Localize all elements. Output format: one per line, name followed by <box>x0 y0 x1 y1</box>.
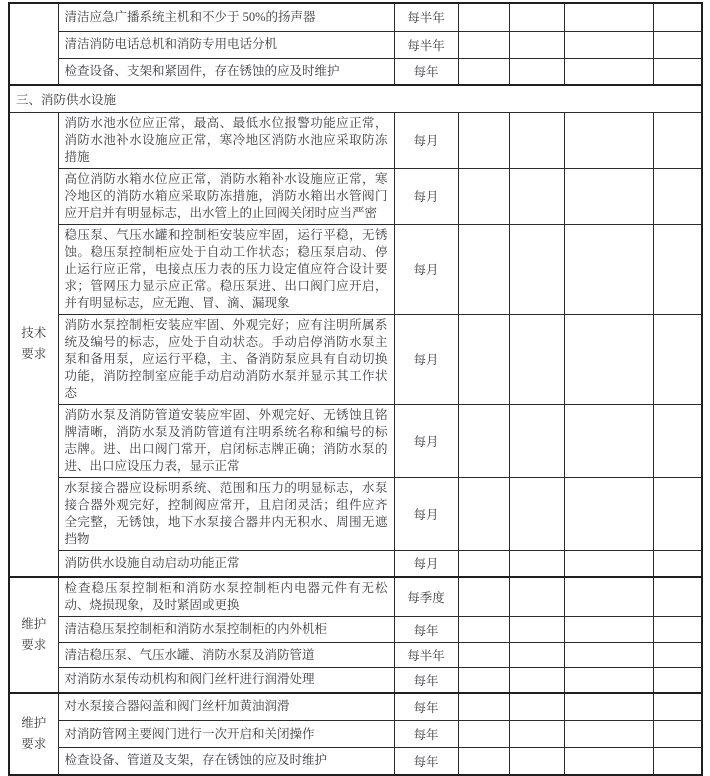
table-row <box>9 721 702 748</box>
table-row <box>9 668 702 693</box>
requirement-text-cell: 清洁稳压泵、气压水罐、消防水泵及消防管道 <box>58 643 394 668</box>
check-cell <box>458 721 509 748</box>
check-cell <box>564 3 653 31</box>
check-cell <box>509 58 564 85</box>
check-cell <box>564 550 653 577</box>
frequency-cell: 每年 <box>394 721 458 748</box>
requirement-text-cell: 对水泵接合器闷盖和阀门丝杆加黄油润滑 <box>58 693 394 721</box>
fire-maintenance-table <box>8 2 703 776</box>
requirement-text-cell: 消防供水设施自动启动功能正常 <box>58 550 394 577</box>
check-cell <box>653 404 702 477</box>
requirement-text-cell: 清洁稳压泵控制柜和消防水泵控制柜的内外机柜 <box>58 617 394 643</box>
table-row <box>9 112 702 168</box>
check-cell <box>564 721 653 748</box>
check-cell <box>564 314 653 404</box>
frequency-cell: 每半年 <box>394 3 458 31</box>
check-cell <box>509 748 564 775</box>
check-cell <box>458 31 509 58</box>
check-cell <box>653 314 702 404</box>
check-cell <box>653 721 702 748</box>
check-cell <box>653 112 702 168</box>
check-cell <box>653 748 702 775</box>
check-cell <box>564 668 653 693</box>
frequency-cell: 每半年 <box>394 643 458 668</box>
requirement-text-cell: 对消防管网主要阀门进行一次开启和关闭操作 <box>58 721 394 748</box>
check-cell <box>564 477 653 550</box>
requirement-text-cell: 消防水泵控制柜安装应牢固、外观完好；应有注明所属系统及编号的标志，应处于自动状态。手动启停消防水泵主泵和备用泵，应运行平稳，主、备消防泵应具有自动切换功能，消防控制室应能手动启动消防水泵并显示其工作状态 <box>58 314 394 404</box>
check-cell <box>653 224 702 314</box>
check-cell <box>458 477 509 550</box>
check-cell <box>509 550 564 577</box>
check-cell <box>653 668 702 693</box>
section-header-row <box>9 85 702 112</box>
table-row <box>9 477 702 550</box>
frequency-cell: 每月 <box>394 477 458 550</box>
check-cell <box>653 58 702 85</box>
frequency-cell: 每月 <box>394 168 458 224</box>
check-cell <box>653 693 702 721</box>
check-cell <box>564 224 653 314</box>
check-cell <box>564 693 653 721</box>
requirement-text-cell: 检查设备、支架和紧固件，存在锈蚀的应及时维护 <box>58 58 394 85</box>
frequency-cell: 每年 <box>394 668 458 693</box>
table-row <box>9 577 702 617</box>
check-cell <box>564 748 653 775</box>
table-row <box>9 168 702 224</box>
requirement-text-cell: 稳压泵、气压水罐和控制柜安装应牢固，运行平稳，无锈蚀。稳压泵控制柜应处于自动工作状态；稳压泵启动、停止运行应正常，电接点压力表的压力设定值应符合设计要求；管网压力显示应正常。稳压泵进、出口阀门应开启，并有明显标志，应无跑、冒、滴、漏现象 <box>58 224 394 314</box>
requirement-text-cell: 检查稳压泵控制柜和消防水泵控制柜内电器元件有无松动、烧损现象，及时紧固或更换 <box>58 577 394 617</box>
table-row <box>9 224 702 314</box>
frequency-cell: 每季度 <box>394 577 458 617</box>
requirement-text-cell: 清洁消防电话总机和消防专用电话分机 <box>58 31 394 58</box>
check-cell <box>458 404 509 477</box>
check-cell <box>564 112 653 168</box>
table-row <box>9 550 702 577</box>
check-cell <box>564 31 653 58</box>
table-row <box>9 693 702 721</box>
requirement-text-cell: 水泵接合器应设标明系统、范围和压力的明显标志，水泵接合器外观完好，控制阀应常开，且启闭灵活；组件应齐全完整，无锈蚀，地下水泵接合器井内无积水、周围无遮挡物 <box>58 477 394 550</box>
check-cell <box>509 3 564 31</box>
group-label: 维护要求 <box>21 616 47 652</box>
group-cell-technical <box>9 112 58 577</box>
table-row <box>9 748 702 775</box>
requirement-text-cell: 检查设备、管道及支架，存在锈蚀的应及时维护 <box>58 748 394 775</box>
check-cell <box>509 668 564 693</box>
check-cell <box>509 477 564 550</box>
group-label: 技术要求 <box>21 326 47 362</box>
check-cell <box>458 748 509 775</box>
check-cell <box>509 617 564 643</box>
requirement-text-cell: 消防水池水位应正常，最高、最低水位报警功能应正常，消防水池补水设施应正常，寒冷地区消防水池应采取防冻措施 <box>58 112 394 168</box>
frequency-cell: 每年 <box>394 58 458 85</box>
frequency-cell: 每月 <box>394 404 458 477</box>
check-cell <box>564 577 653 617</box>
table-row <box>9 617 702 643</box>
check-cell <box>564 617 653 643</box>
check-cell <box>564 58 653 85</box>
check-cell <box>564 643 653 668</box>
check-cell <box>509 721 564 748</box>
check-cell <box>458 112 509 168</box>
frequency-cell: 每年 <box>394 617 458 643</box>
check-cell <box>653 168 702 224</box>
check-cell <box>653 477 702 550</box>
check-cell <box>509 693 564 721</box>
frequency-cell: 每年 <box>394 748 458 775</box>
table-row <box>9 314 702 404</box>
table-row <box>9 58 702 85</box>
requirement-text-cell: 消防水泵及消防管道安装应牢固、外观完好、无锈蚀且铭牌清晰，消防水泵及消防管道有注明系统名称和编号的标志牌。进、出口阀门常开，启闭标志牌正确；消防水泵的进、出口应设压力表，显示正常 <box>58 404 394 477</box>
check-cell <box>458 58 509 85</box>
check-cell <box>458 577 509 617</box>
group-cell-maintenance-2 <box>9 693 58 775</box>
check-cell <box>509 168 564 224</box>
check-cell <box>509 31 564 58</box>
frequency-cell: 每月 <box>394 314 458 404</box>
check-cell <box>509 643 564 668</box>
table-row <box>9 31 702 58</box>
check-cell <box>653 617 702 643</box>
group-cell-maintenance-1 <box>9 577 58 693</box>
requirement-text-cell: 高位消防水箱水位应正常，消防水箱补水设施应正常，寒冷地区的消防水箱应采取防冻措施，消防水箱出水管阀门应开启并有明显标志，出水管上的止回阀关闭时应当严密 <box>58 168 394 224</box>
group-label: 维护要求 <box>21 715 47 751</box>
check-cell <box>509 224 564 314</box>
frequency-cell: 每月 <box>394 224 458 314</box>
frequency-cell: 每月 <box>394 550 458 577</box>
check-cell <box>458 693 509 721</box>
check-cell <box>458 224 509 314</box>
check-cell <box>509 404 564 477</box>
check-cell <box>458 3 509 31</box>
check-cell <box>509 112 564 168</box>
check-cell <box>458 668 509 693</box>
check-cell <box>509 577 564 617</box>
table-row <box>9 643 702 668</box>
check-cell <box>564 168 653 224</box>
check-cell <box>653 550 702 577</box>
requirement-text-cell: 清洁应急广播系统主机和不少于 50%的扬声器 <box>58 3 394 31</box>
check-cell <box>653 577 702 617</box>
check-cell <box>653 3 702 31</box>
table-row <box>9 3 702 31</box>
check-cell <box>458 643 509 668</box>
check-cell <box>458 617 509 643</box>
section-header: 三、消防供水设施 <box>9 85 702 112</box>
check-cell <box>653 643 702 668</box>
requirement-text-cell: 对消防水泵传动机构和阀门丝杆进行润滑处理 <box>58 668 394 693</box>
check-cell <box>458 168 509 224</box>
group-cell-previous <box>9 3 58 85</box>
check-cell <box>458 314 509 404</box>
frequency-cell: 每月 <box>394 112 458 168</box>
table-row <box>9 404 702 477</box>
check-cell <box>458 550 509 577</box>
check-cell <box>564 404 653 477</box>
frequency-cell: 每年 <box>394 693 458 721</box>
frequency-cell: 每半年 <box>394 31 458 58</box>
check-cell <box>653 31 702 58</box>
check-cell <box>509 314 564 404</box>
